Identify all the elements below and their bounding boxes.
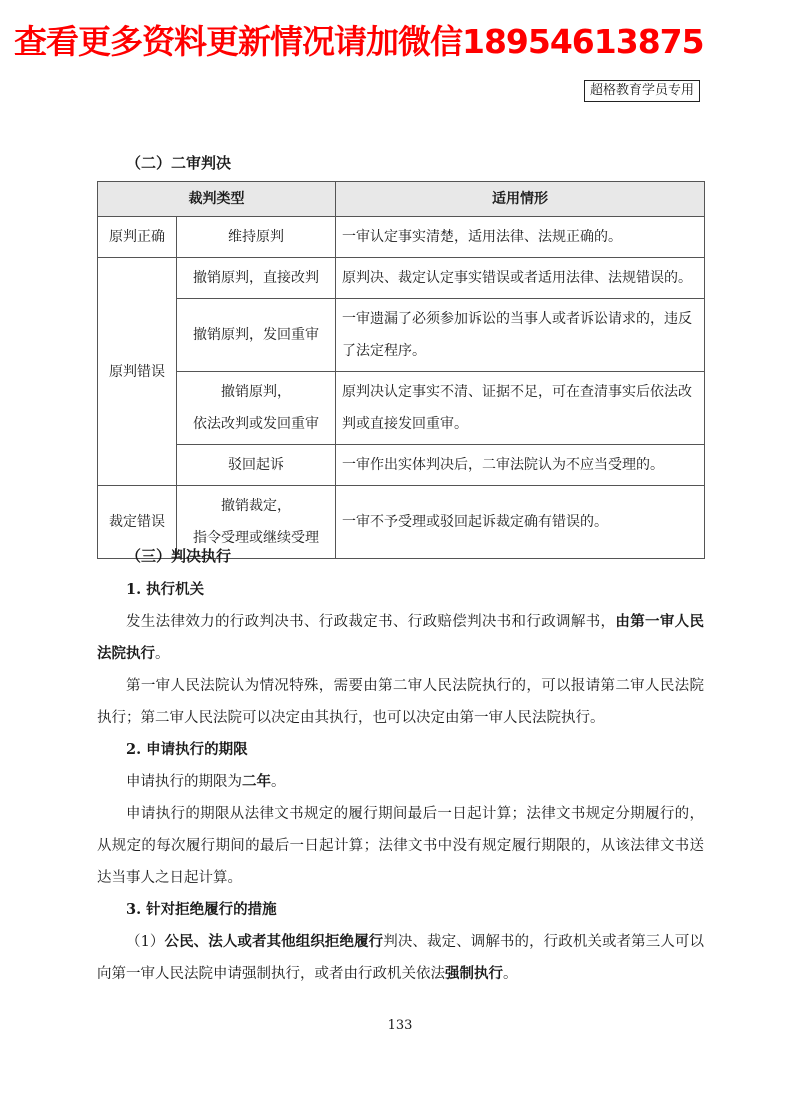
category-cell: 原判正确: [98, 217, 177, 258]
text-run: 判决、裁定、调解书的，行政机关或者第三人可以向第一审人民法院申请强制执行，或者由行政机关依法: [97, 934, 705, 982]
type-line: 依法改判或发回重审: [193, 416, 319, 432]
desc-cell: 原判决认定事实不清、证据不足，可在查清事实后依法改判或直接发回重审。: [336, 372, 705, 445]
emphasis-text: 由第一审人民法院执行: [97, 613, 705, 662]
text-run: 。: [503, 966, 518, 982]
table-row: [98, 258, 705, 299]
desc-cell: 一审认定事实清楚，适用法律、法规正确的。: [336, 217, 705, 258]
paragraph: [97, 926, 704, 990]
desc-cell: 一审作出实体判决后，二审法院认为不应当受理的。: [336, 445, 705, 486]
type-cell: 撤销原判，直接改判: [177, 258, 336, 299]
table-header-row: [98, 182, 705, 217]
emphasis-text: 二年: [242, 773, 271, 790]
emphasis-text: 公民、法人或者其他组织拒绝履行: [164, 933, 384, 950]
paragraph: 申请执行的期限从法律文书规定的履行期间最后一日起计算；法律文书规定分期履行的，从规定的每次履行期间的最后一日起计算；法律文书中没有规定履行期限的，从该法律文书送达当事人之日起计算。: [97, 806, 704, 886]
header-type: 裁判类型: [98, 182, 336, 217]
execution-body: [97, 574, 704, 990]
type-cell: 撤销原判，发回重审: [177, 299, 336, 372]
paragraph: 第一审人民法院认为情况特殊，需要由第二审人民法院执行的，可以报请第二审人民法院执行；第二审人民法院可以决定由其执行，也可以决定由第一审人民法院执行。: [97, 678, 704, 726]
type-line: 撤销裁定，: [221, 498, 291, 514]
subheading-refusal-measures: 3. 针对拒绝履行的措施: [126, 901, 277, 918]
text-run: 。: [271, 774, 286, 790]
type-cell: 维持原判: [177, 217, 336, 258]
type-cell: [177, 372, 336, 445]
watermark-banner: 查看更多资料更新情况请加微信18954613875: [14, 22, 704, 61]
member-badge: 超格教育学员专用: [584, 80, 700, 102]
subheading-application-period: 2. 申请执行的期限: [126, 741, 248, 758]
text-run: 申请执行的期限为: [126, 774, 242, 790]
category-cell: 裁定错误: [98, 486, 177, 559]
category-cell: 原判错误: [98, 258, 177, 486]
header-situation: 适用情形: [336, 182, 705, 217]
text-run: （1）: [126, 934, 165, 950]
text-run: 。: [155, 646, 170, 662]
type-cell: 驳回起诉: [177, 445, 336, 486]
type-line: 指令受理或继续受理: [193, 530, 319, 546]
table-row: [98, 372, 705, 445]
type-line: 撤销原判，: [221, 384, 291, 400]
section-title-execution: （三）判决执行: [126, 547, 232, 565]
table-row: [98, 299, 705, 372]
paragraph: [97, 606, 704, 670]
desc-cell: 原判决、裁定认定事实错误或者适用法律、法规错误的。: [336, 258, 705, 299]
emphasis-text: 强制执行: [445, 965, 503, 982]
text-run: 发生法律效力的行政判决书、行政裁定书、行政赔偿判决书和行政调解书，: [126, 614, 616, 630]
desc-cell: 一审遗漏了必须参加诉讼的当事人或者诉讼请求的，违反了法定程序。: [336, 299, 705, 372]
table-row: [98, 217, 705, 258]
subheading-executing-body: 1. 执行机关: [126, 581, 205, 598]
section-title-second-instance: （二）二审判决: [126, 154, 232, 172]
desc-cell: 一审不予受理或驳回起诉裁定确有错误的。: [336, 486, 705, 559]
verdict-table: [97, 181, 705, 559]
table-row: [98, 445, 705, 486]
page-number: 133: [387, 1018, 413, 1033]
paragraph: [97, 766, 704, 798]
